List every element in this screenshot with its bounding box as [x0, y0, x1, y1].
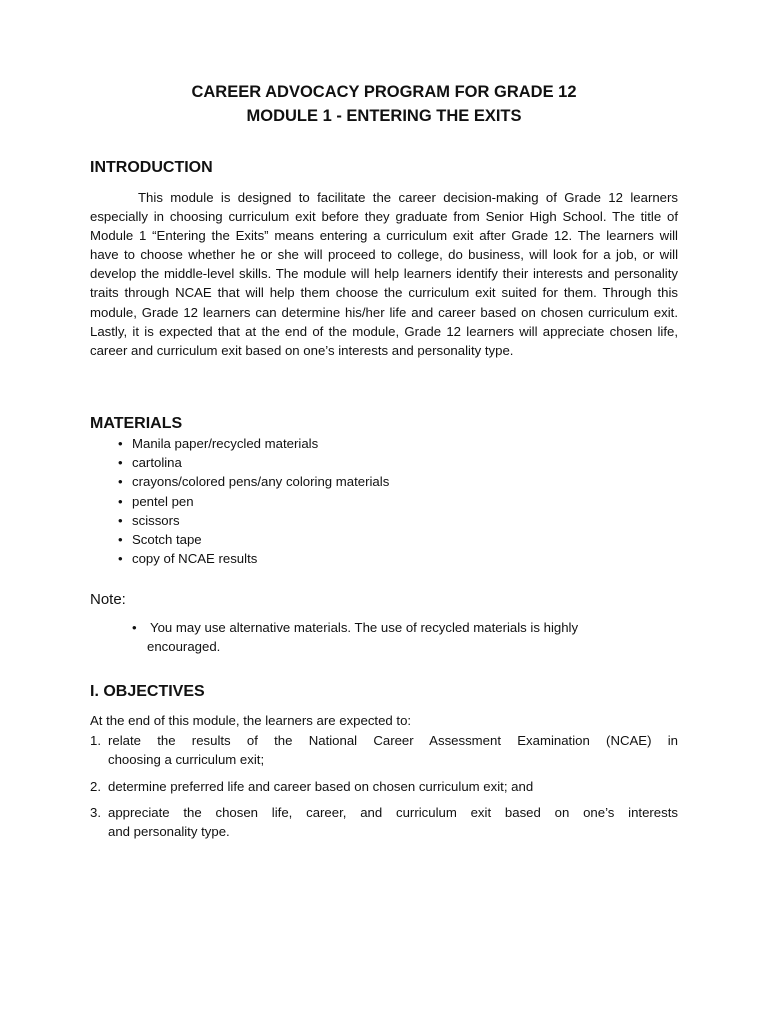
objective-item-2: 2. determine preferred life and career based on chosen curriculum exit; and	[90, 777, 678, 796]
materials-list	[118, 434, 389, 568]
objectives-heading: I. OBJECTIVES	[90, 683, 205, 700]
objective-number: 1.	[90, 733, 101, 748]
title-line-1: CAREER ADVOCACY PROGRAM FOR GRADE 12	[191, 83, 577, 101]
list-item: • crayons/colored pens/any coloring materials	[118, 472, 389, 491]
objective-item-1: 1. relate the results of the National Career Assessment Examination (NCAE) in choosing a curriculum exit;	[90, 733, 678, 768]
bullet-icon: •	[118, 512, 123, 528]
list-item: • scissors	[118, 511, 389, 530]
title-line-2: MODULE 1 - ENTERING THE EXITS	[246, 107, 522, 125]
list-item: • pentel pen	[118, 492, 389, 511]
note-label: Note:	[90, 591, 126, 608]
bullet-icon: •	[118, 551, 123, 567]
objective-number: 3.	[90, 805, 101, 820]
introduction-heading: INTRODUCTION	[90, 159, 213, 176]
materials-heading: MATERIALS	[90, 415, 183, 432]
objective-item-3: 3. appreciate the chosen life, career, and curriculum exit based on one’s interests and personality type.	[90, 805, 678, 840]
note-item	[132, 618, 692, 656]
list-item: • copy of NCAE results	[118, 549, 389, 568]
list-item: • Scotch tape	[118, 530, 389, 549]
objectives-intro: At the end of this module, the learners are expected to:	[90, 713, 412, 728]
bullet-icon: •	[118, 532, 123, 548]
bullet-icon: •	[118, 455, 123, 471]
list-item: • cartolina	[118, 453, 389, 472]
document-title	[0, 80, 768, 128]
bullet-icon: •	[118, 436, 123, 451]
bullet-icon: •	[118, 493, 123, 509]
bullet-icon: •	[118, 474, 123, 490]
list-item: • Manila paper/recycled materials	[118, 434, 389, 453]
bullet-icon: •	[132, 620, 137, 635]
note-line-1: You may use alternative materials. The use of recycled materials is highly	[150, 620, 579, 635]
introduction-paragraph: This module is designed to facilitate the career decision-making of Grade 12 learners especially in choosing curriculum exit before they graduate from Senior High School. The title of Module 1 “Entering the Exits” means entering a curriculum exit after Grade 12. The learners will have to choose whether he or she will proceed to college, do business, will look for a job, or will develop the middle-level skills. The module will help learners identify their interests and personality traits through NCAE that will help them choose the curriculum exit suited for them. Through this module, Grade 12 learners can determine his/her life and career based on chosen curriculum exit. Lastly, it is expected that at the end of the module, Grade 12 learners will appreciate chosen life, career and curriculum exit based on one’s interests and personality type.	[90, 190, 678, 358]
note-line-2: encouraged.	[147, 639, 221, 654]
objective-number: 2.	[90, 779, 101, 794]
